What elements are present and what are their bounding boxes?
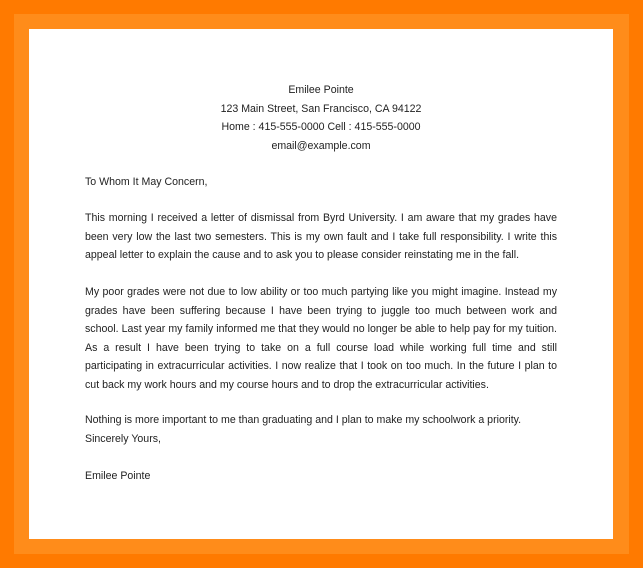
letter-page <box>29 29 613 539</box>
paragraph-2: My poor grades were not due to low ability or too much partying like you might imagine. Instead my grades have been suffering because I have been trying to juggle too much between work and school. Last year my family informed me that they would no longer be able to help pay for my tuition. As a result I have been trying to take on a full course load while working full time and still participating in extracurricular activities. I now realize that I took on too much. In the future I plan to cut back my work hours and my course hours and to drop the extracurricular activities. <box>85 286 557 391</box>
sender-header <box>29 81 613 155</box>
sender-phones: Home : 415-555-0000 Cell : 415-555-0000 <box>221 121 421 134</box>
sender-email: email@example.com <box>271 139 371 152</box>
paragraph-3: Nothing is more important to me than graduating and I plan to make my schoolwork a priority. <box>85 414 522 426</box>
sender-address: 123 Main Street, San Francisco, CA 94122 <box>220 102 422 115</box>
paragraph-1: This morning I received a letter of dismissal from Byrd University. I am aware that my grades have been very low the last two semesters. This is my own fault and I take full responsibility. I write this appeal letter to explain the cause and to ask you to please consider reinstating me in the fall. <box>85 212 557 262</box>
closing: Sincerely Yours, <box>85 432 161 445</box>
closing-block <box>85 411 557 448</box>
signature: Emilee Pointe <box>85 470 151 482</box>
sender-name: Emilee Pointe <box>288 84 354 96</box>
salutation: To Whom It May Concern, <box>85 176 208 188</box>
